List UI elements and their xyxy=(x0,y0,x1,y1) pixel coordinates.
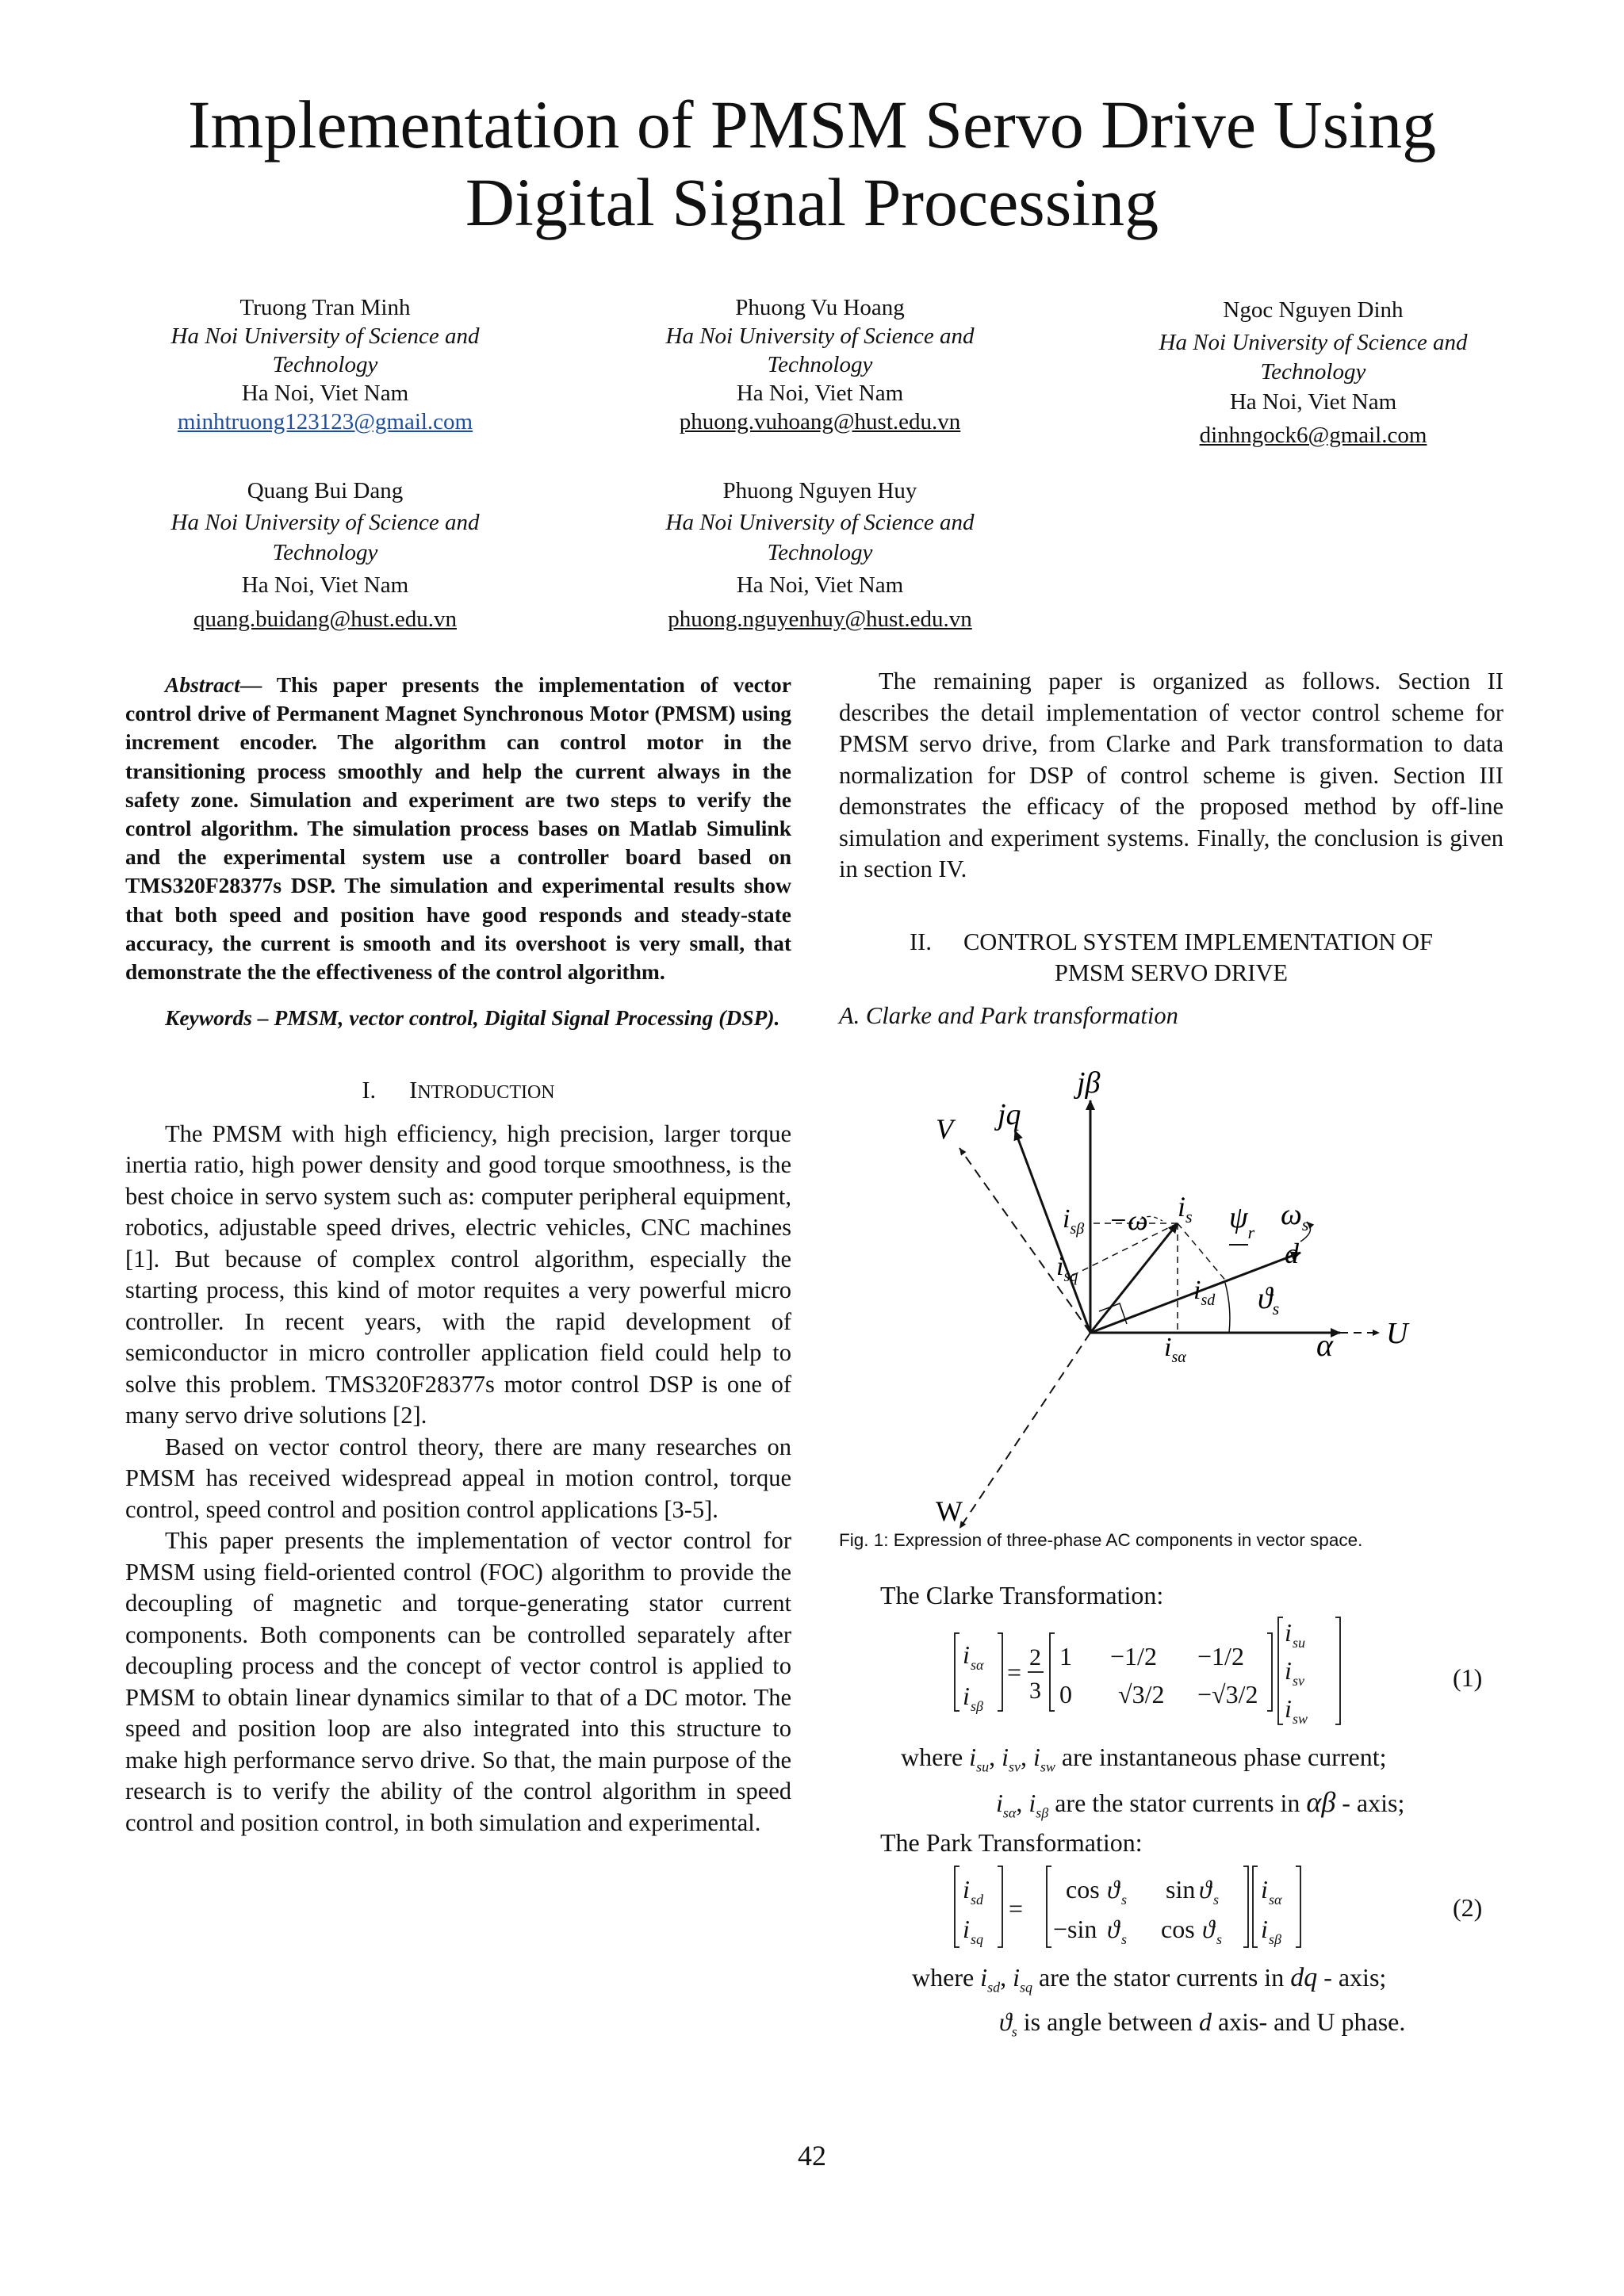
intro-paragraph-1: The PMSM with high efficiency, high precision, larger torque inertia ratio, high power density and good torque smoothness, is the best choice in servo system such as: computer peripheral equipment, robotics, adjustable speed drives, electric vehicles, CNC machines [1]. But because of complex control algorithm, especially the starting process, this kind of motor requites a very powerful micro controller. In recent years, with the rapid development of semiconductor in micro controller application field could help to solve this problem. TMS320F28377s motor control DSP is one of many servo drive solutions [2]. xyxy=(125,1119,791,1429)
projection-line xyxy=(1178,1223,1228,1283)
svg-text:3: 3 xyxy=(1029,1678,1041,1704)
park-where-line-2: $ϑ_s$ is angle between d axis- and U phase. xyxy=(999,2007,1406,2040)
d-symbol: d xyxy=(1198,2007,1212,2036)
where-word: where xyxy=(901,1743,970,1771)
author-affiliation: Ha Noi University of Science and xyxy=(665,510,975,535)
svg-text:i: i xyxy=(963,1640,970,1669)
abstract-text: This paper presents the implementation of vector control drive of Permanent Magnet Synchronous Motor (PMSM) using increment encoder. The algorithm can control motor in the transitioning process smoothly and help the current always in the safety zone. Simulation and experiment are two steps to verify the control algorithm. The simulation process bases on Matlab Simulink and the experimental system use a controller board based on TMS320F28377s DSP. The simulation and experimental results show that both speed and position have good responds and steady-state accuracy, the current is smooth and its overshoot is very small, that demonstrate the the effectiveness of the control algorithm. xyxy=(125,672,791,985)
svg-text:0: 0 xyxy=(1059,1680,1072,1709)
author-email-link[interactable]: phuong.vuhoang@hust.edu.vn xyxy=(679,409,961,434)
theta-s-label: $ϑ_s$ xyxy=(1258,1282,1280,1318)
page-number: 42 xyxy=(798,2140,826,2172)
svg-text:sv: sv xyxy=(1293,1673,1304,1689)
svg-text:sα: sα xyxy=(971,1657,984,1673)
author-name: Phuong Nguyen Huy xyxy=(722,478,917,503)
svg-text:ϑ: ϑ xyxy=(1202,1915,1215,1943)
w-axis-dashed xyxy=(959,1333,1090,1529)
abstract xyxy=(125,671,791,986)
svg-text:sβ: sβ xyxy=(971,1698,983,1714)
organization-paragraph: The remaining paper is organized as follows. Section II describes the detail implementation of vector control scheme for PMSM servo drive, from Clarke and Park transformation to data normalization for DSP of control scheme is given. Section III demonstrates the efficacy of the proposed method by off-line simulation and experiment systems. Finally, the conclusion is given in section IV. xyxy=(839,668,1503,882)
abstract-dash: — xyxy=(239,672,262,697)
v-axis-dashed xyxy=(959,1148,1090,1333)
author-city: Ha Noi, Viet Nam xyxy=(736,381,904,406)
author-name: Quang Bui Dang xyxy=(247,478,404,503)
svg-text:−1/2: −1/2 xyxy=(1197,1642,1244,1670)
i-s-alpha-label: $i_{s\alpha}$ xyxy=(1164,1333,1186,1366)
svg-text:1: 1 xyxy=(1059,1642,1072,1670)
svg-text:=: = xyxy=(1009,1894,1024,1923)
svg-text:s: s xyxy=(1213,1892,1220,1908)
section-1-number: I. xyxy=(362,1077,377,1104)
v-label: V xyxy=(936,1113,953,1145)
author-affiliation: Technology xyxy=(272,540,378,565)
alpha-label: α xyxy=(1316,1327,1333,1363)
dash-omega-label: −ω xyxy=(1109,1204,1148,1236)
author-name: Phuong Vu Hoang xyxy=(735,295,905,320)
dq-symbol: dq xyxy=(1290,1963,1318,1992)
author-affiliation: Technology xyxy=(272,352,378,377)
author-affiliation: Ha Noi University of Science and xyxy=(1159,330,1468,355)
equation-1-number: (1) xyxy=(1453,1663,1483,1692)
park-heading: The Park Transformation: xyxy=(880,1828,1143,1857)
svg-text:ϑ: ϑ xyxy=(1199,1875,1212,1904)
right-column xyxy=(839,666,1503,1031)
where-word: where xyxy=(912,1963,981,1992)
author-block xyxy=(614,293,1026,436)
i-sd-label: $i_{sd}$ xyxy=(1193,1276,1216,1309)
u-label: U xyxy=(1386,1317,1408,1350)
svg-text:i: i xyxy=(1285,1656,1292,1685)
author-email-link[interactable]: phuong.nguyenhuy@hust.edu.vn xyxy=(668,607,972,632)
equation-2-number: (2) xyxy=(1453,1893,1483,1922)
paper-title xyxy=(0,86,1624,241)
is-label: $i_s$ xyxy=(1178,1191,1193,1226)
section-2-title-line-2: PMSM SERVO DRIVE xyxy=(1054,959,1289,986)
section-1-heading xyxy=(125,1075,791,1109)
j-beta-label: jβ xyxy=(1077,1069,1101,1100)
svg-text:sq: sq xyxy=(971,1931,984,1947)
intro-paragraph-3: This paper presents the implementation of vector control for PMSM using field-oriented control (FOC) algorithm to provide the decoupling of magnetic and torque-generating stator current components. Both components can be controlled separately after decoupling process and the concept of vector control is applied to PMSM to obtain linear dynamics similar to that of a DC motor. The speed and position loop are also integrated into this structure to make high performance servo drive. So that, the main purpose of the research is to verify the ability of the control algorithm in speed control and position control, in both simulation and experimental. xyxy=(125,1527,791,1836)
author-affiliation: Technology xyxy=(1260,359,1366,385)
paper-title-line-2: Digital Signal Processing xyxy=(465,164,1159,240)
svg-text:ϑ: ϑ xyxy=(1107,1875,1120,1904)
section-2-title: CONTROL SYSTEM IMPLEMENTATION OF xyxy=(963,928,1433,955)
svg-text:s: s xyxy=(1216,1931,1223,1947)
author-city: Ha Noi, Viet Nam xyxy=(736,572,904,598)
i-sq-label: $i_{sq}$ xyxy=(1056,1252,1078,1285)
section-1-title-initial: I xyxy=(409,1077,418,1104)
alpha-beta-symbol: αβ xyxy=(1306,1786,1336,1818)
svg-text:=: = xyxy=(1007,1658,1022,1686)
author-block xyxy=(119,474,531,636)
subsection-a-heading: A. Clarke and Park transformation xyxy=(839,1001,1178,1029)
svg-text:ϑ: ϑ xyxy=(1107,1915,1120,1943)
author-affiliation: Technology xyxy=(767,540,873,565)
svg-text:s: s xyxy=(1121,1931,1128,1947)
author-email-link[interactable]: minhtruong123123@gmail.com xyxy=(177,409,473,434)
svg-text:−1/2: −1/2 xyxy=(1110,1642,1157,1670)
left-column xyxy=(125,671,791,1839)
paper-title-line-1: Implementation of PMSM Servo Drive Using xyxy=(187,86,1437,163)
author-affiliation: Ha Noi University of Science and xyxy=(665,323,975,349)
psi-r-label: $\psi_r$ xyxy=(1229,1201,1255,1242)
svg-text:√3/2: √3/2 xyxy=(1118,1680,1165,1709)
clarke-where-text: are instantaneous phase current; xyxy=(1055,1743,1387,1771)
clarke-where-text: are the stator currents in xyxy=(1048,1789,1307,1817)
author-affiliation: Technology xyxy=(767,352,873,377)
clarke-equation xyxy=(952,1609,1364,1728)
author-name: Ngoc Nguyen Dinh xyxy=(1223,297,1404,323)
clarke-where-line-2: $i_{s\alpha}$, $i_{s\beta}$ are the stator currents in αβ - axis; xyxy=(996,1786,1405,1821)
w-label: W xyxy=(936,1495,963,1527)
svg-text:i: i xyxy=(1261,1915,1268,1943)
abstract-lead: Abstract xyxy=(165,672,240,697)
section-2-title-line-1 xyxy=(839,927,1503,959)
section-1-title-rest: NTRODUCTION xyxy=(417,1082,555,1104)
svg-text:cos: cos xyxy=(1066,1875,1100,1904)
park-where-line-1: where $i_{sd}$, $i_{sq}$ are the stator currents in dq - axis; xyxy=(912,1963,1387,1996)
svg-text:su: su xyxy=(1293,1635,1306,1651)
svg-text:sd: sd xyxy=(971,1892,984,1908)
jq-label: jq xyxy=(998,1098,1021,1131)
clarke-heading: The Clarke Transformation: xyxy=(880,1581,1164,1609)
section-2-number: II. xyxy=(910,928,932,955)
svg-text:i: i xyxy=(963,1915,970,1943)
author-email-link[interactable]: dinhngock6@gmail.com xyxy=(1199,423,1427,448)
author-affiliation: Ha Noi University of Science and xyxy=(170,510,480,535)
svg-text:cos: cos xyxy=(1161,1915,1195,1943)
park-where-text: are the stator currents in xyxy=(1032,1963,1291,1992)
svg-text:i: i xyxy=(1285,1694,1292,1723)
svg-text:2: 2 xyxy=(1029,1644,1041,1670)
park-where-text: is angle between xyxy=(1017,2007,1199,2036)
author-city: Ha Noi, Viet Nam xyxy=(241,381,409,406)
i-s-beta-label: $i_{s\beta}$ xyxy=(1063,1204,1085,1238)
theta-angle-arc xyxy=(1225,1283,1230,1333)
vector-space-diagram xyxy=(912,1069,1467,1529)
author-name: Truong Tran Minh xyxy=(239,295,411,320)
svg-text:sw: sw xyxy=(1293,1711,1308,1727)
svg-text:i: i xyxy=(1261,1875,1268,1904)
intro-paragraph-2: Based on vector control theory, there are many researches on PMSM has received widespread appeal in motion control, torque control, speed control and position control applications [3-5]. xyxy=(125,1433,791,1523)
park-where-end: - axis; xyxy=(1317,1963,1387,1992)
svg-text:s: s xyxy=(1121,1892,1128,1908)
omega-s-label: $\omega_s$ xyxy=(1281,1198,1309,1234)
author-block xyxy=(614,474,1026,636)
svg-text:i: i xyxy=(963,1682,970,1710)
figure-1-caption: Fig. 1: Expression of three-phase AC components in vector space. xyxy=(839,1530,1363,1550)
svg-text:−sin: −sin xyxy=(1053,1915,1097,1943)
author-city: Ha Noi, Viet Nam xyxy=(1229,389,1397,415)
clarke-where-end: - axis; xyxy=(1335,1789,1405,1817)
svg-text:sin: sin xyxy=(1166,1875,1196,1904)
author-block xyxy=(1107,293,1519,452)
d-label: d xyxy=(1285,1238,1299,1269)
svg-text:−√3/2: −√3/2 xyxy=(1197,1680,1258,1709)
author-block xyxy=(119,293,531,436)
author-affiliation: Ha Noi University of Science and xyxy=(170,323,480,349)
svg-text:sα: sα xyxy=(1269,1892,1282,1908)
svg-text:i: i xyxy=(1285,1618,1292,1647)
keywords: Keywords – PMSM, vector control, Digital Signal Processing (DSP). xyxy=(165,1005,780,1031)
section-2-heading xyxy=(839,927,1503,989)
author-email-link[interactable]: quang.buidang@hust.edu.vn xyxy=(193,607,457,632)
park-equation xyxy=(952,1858,1332,1954)
svg-text:sβ: sβ xyxy=(1269,1931,1281,1947)
svg-text:i: i xyxy=(963,1875,970,1904)
park-where-end: axis- and U phase. xyxy=(1211,2007,1406,2036)
clarke-where-line-1: where $i_{su}$, $i_{sv}$, $i_{sw}$ are instantaneous phase current; xyxy=(901,1743,1387,1775)
author-city: Ha Noi, Viet Nam xyxy=(241,572,409,598)
